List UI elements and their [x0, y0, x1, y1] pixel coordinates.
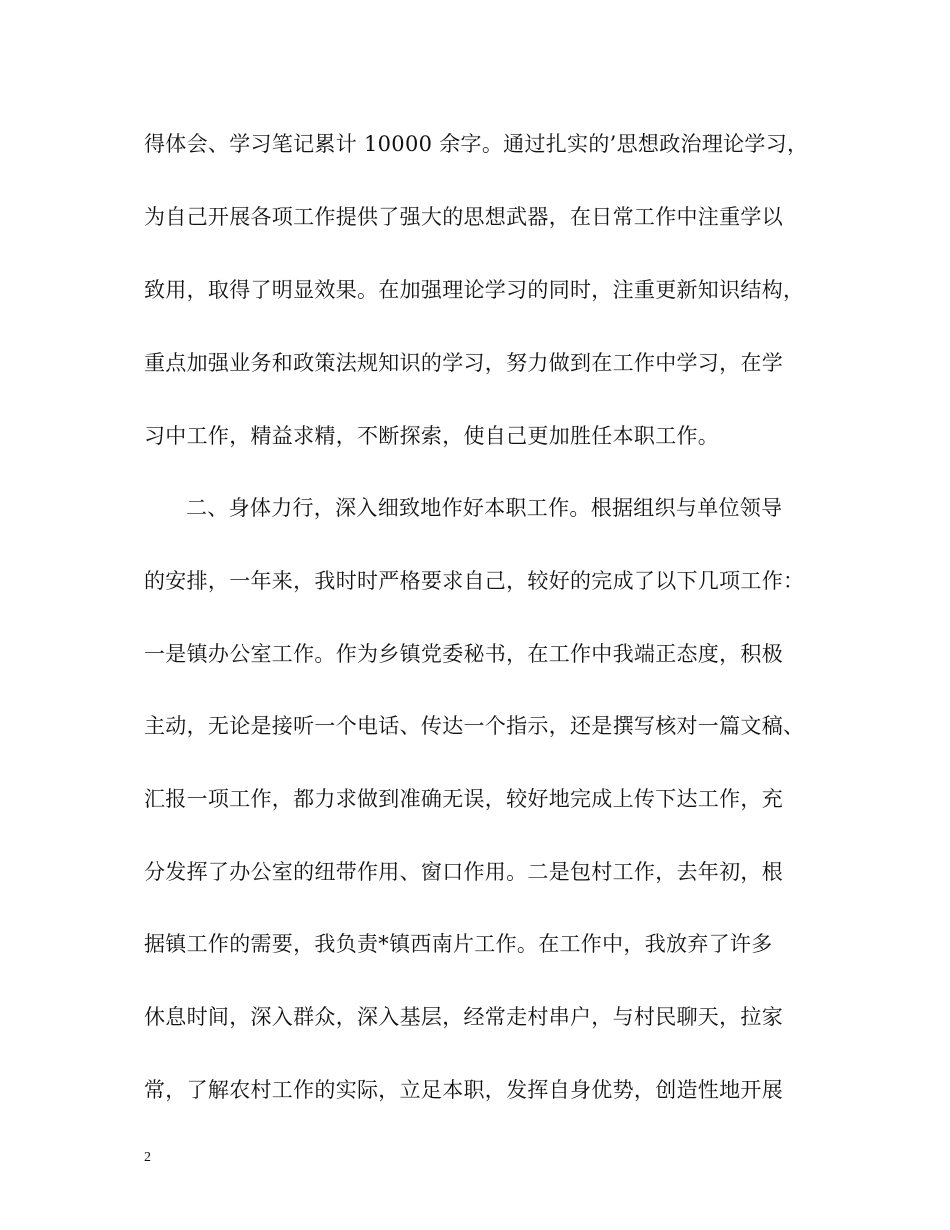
- text-line-5: 习中工作，精益求精，不断探索，使自己更加胜任本职工作。: [144, 424, 720, 448]
- text-line-14: 常，了解农村工作的实际，立足本职，发挥自身优势，创造性地开展: [144, 1078, 783, 1102]
- text-line-8: 一是镇办公室工作。作为乡镇党委秘书，在工作中我端正态度，积极: [144, 642, 783, 666]
- text-line-9: 主动，无论是接听一个电话、传达一个指示，还是撰写核对一篇文稿、: [144, 714, 805, 738]
- text-line-1: 得体会、学习笔记累计 10000 余字。通过扎实的’思想政治理论学习，: [144, 132, 809, 156]
- text-line-3: 致用，取得了明显效果。在加强理论学习的同时，注重更新知识结构，: [144, 278, 805, 302]
- text-line-11: 分发挥了办公室的纽带作用、窗口作用。二是包村工作，去年初，根: [144, 860, 783, 884]
- text-line-12: 据镇工作的需要，我负责*镇西南片工作。在工作中，我放弃了许多: [144, 932, 773, 956]
- text-line-7: 的安排，一年来，我时时严格要求自己，较好的完成了以下几项工作：: [144, 569, 805, 593]
- text-line-4: 重点加强业务和政策法规知识的学习，努力做到在工作中学习，在学: [144, 351, 783, 375]
- text-line-6: 二、身体力行，深入细致地作好本职工作。根据组织与单位领导: [186, 496, 783, 520]
- text-line-10: 汇报一项工作，都力求做到准确无误，较好地完成上传下达工作，充: [144, 787, 783, 811]
- page-number: 2: [144, 1150, 151, 1165]
- text-line-2: 为自己开展各项工作提供了强大的思想武器，在日常工作中注重学以: [144, 205, 783, 229]
- text-line-13: 休息时间，深入群众，深入基层，经常走村串户，与村民聊天，拉家: [144, 1005, 783, 1029]
